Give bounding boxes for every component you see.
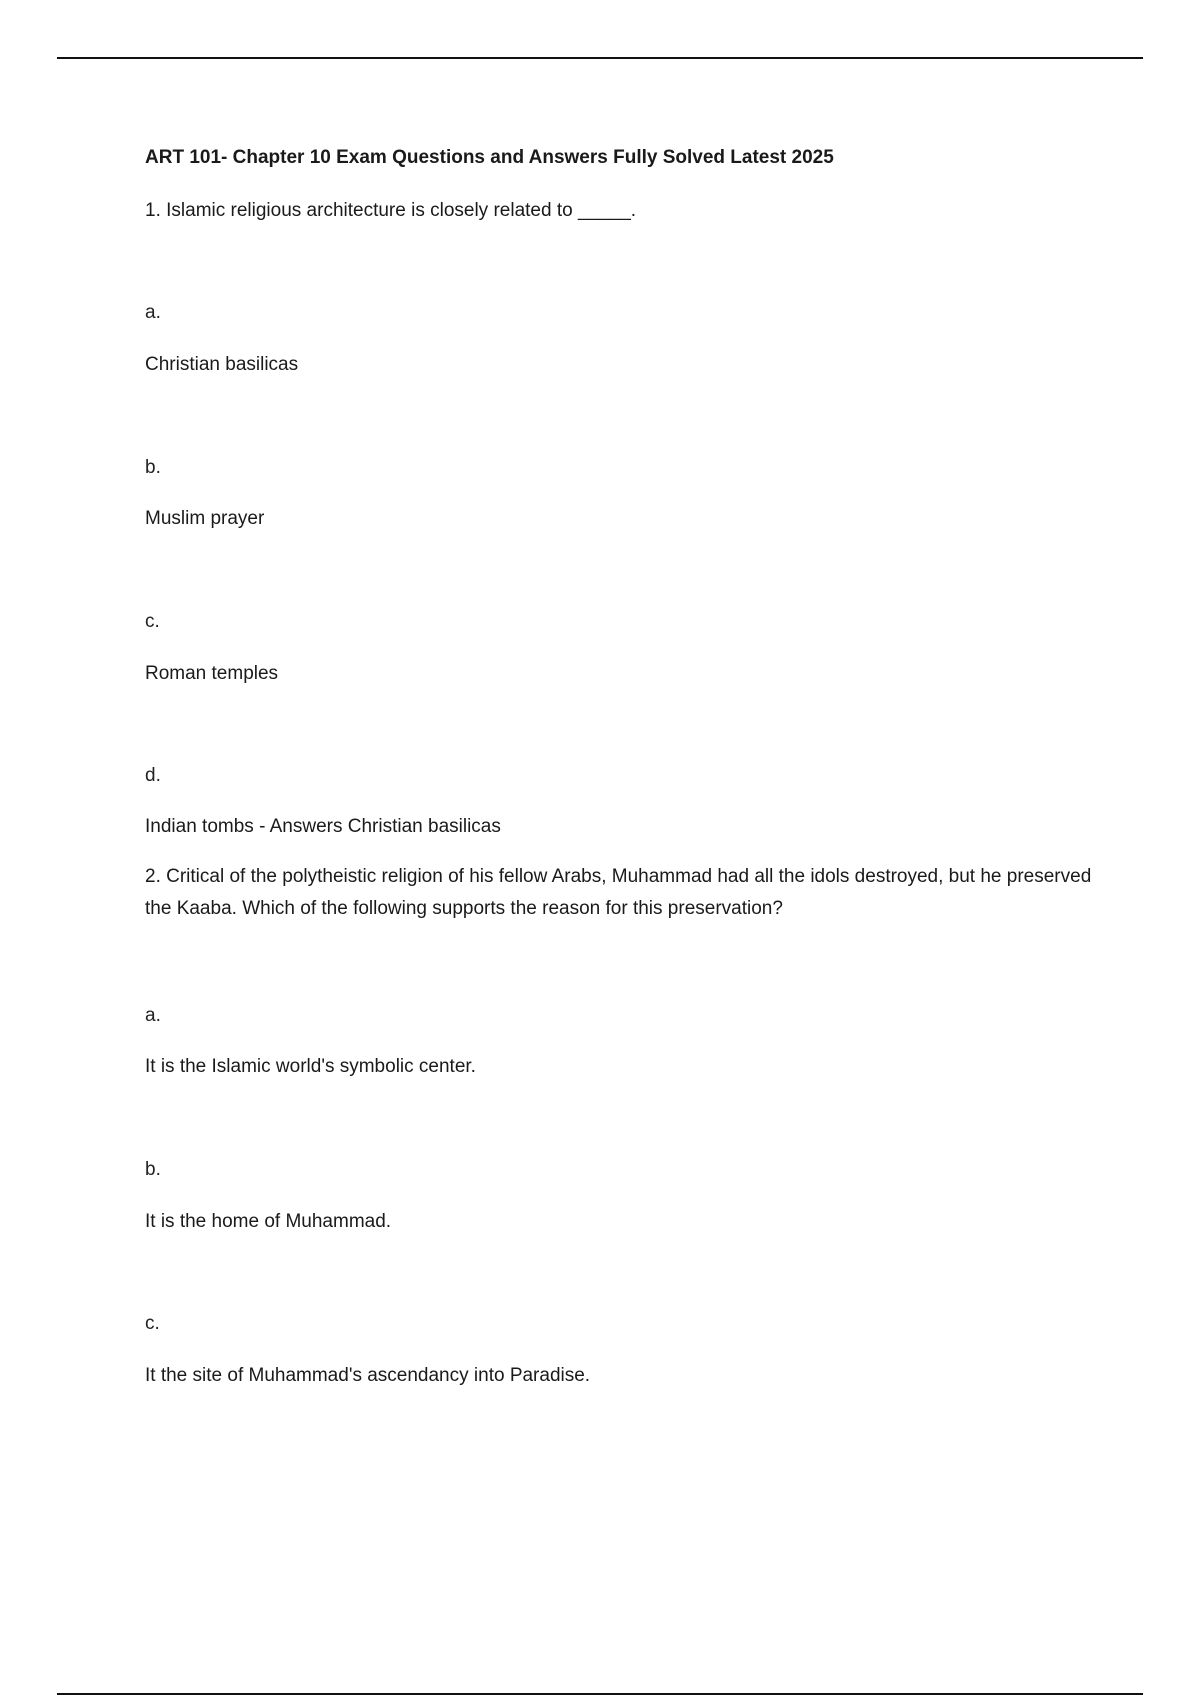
footer-rule [57,1693,1143,1695]
q2-option-b-letter: b. [145,1159,161,1180]
q2-option-b-text: It is the home of Muhammad. [145,1211,392,1232]
question-1-prompt: 1. Islamic religious architecture is closely related to _____. [145,200,637,221]
q2-option-a-letter: a. [145,1005,161,1026]
q1-option-a-letter: a. [145,302,161,323]
q1-option-b-letter: b. [145,457,161,478]
q2-option-a-text: It is the Islamic world's symbolic center. [145,1056,476,1077]
question-2-prompt: 2. Critical of the polytheistic religion of his fellow Arabs, Muhammad had all the idols destroyed, but he preserved the Kaaba. Which of the following supports the reason for this preservation? [145,866,1092,919]
q2-option-c-text: It the site of Muhammad's ascendancy into Paradise. [145,1365,591,1386]
q1-option-d-letter: d. [145,765,161,786]
q1-option-b-text: Muslim prayer [145,508,265,529]
document-title: ART 101- Chapter 10 Exam Questions and Answers Fully Solved Latest 2025 [145,147,834,168]
q2-option-c-letter: c. [145,1313,160,1334]
q1-option-a-text: Christian basilicas [145,354,299,375]
q1-option-c-text: Roman temples [145,663,279,684]
header-rule [57,57,1143,59]
q1-option-d-text: Indian tombs - Answers Christian basilicas [145,816,501,837]
q1-option-c-letter: c. [145,611,160,632]
